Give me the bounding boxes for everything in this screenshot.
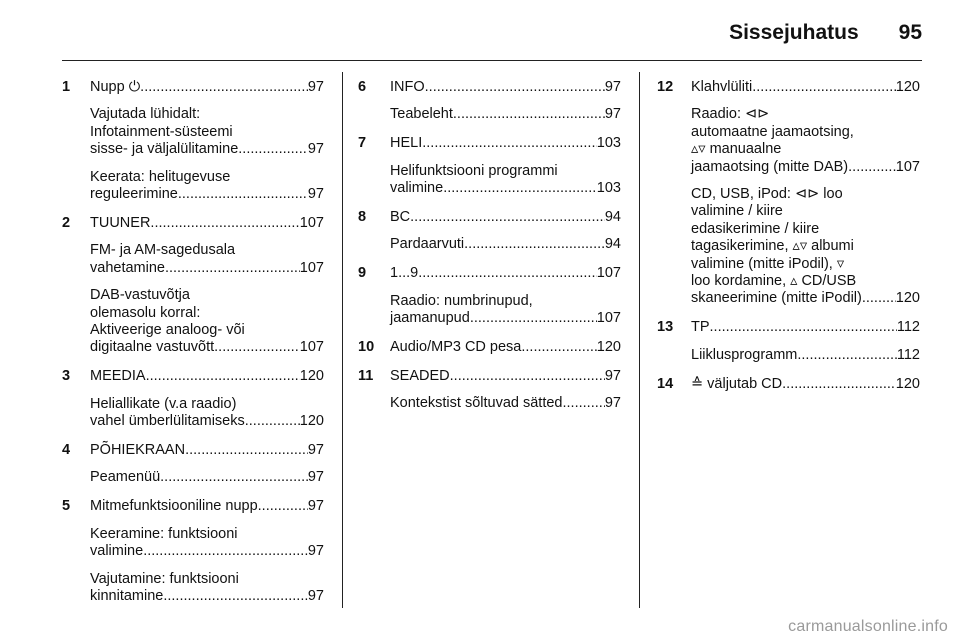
line-text: kinnitamine bbox=[90, 587, 164, 604]
index-line-with-page bbox=[90, 339, 324, 356]
line-text: Peamenüü bbox=[90, 469, 161, 486]
index-line-with-page bbox=[691, 347, 920, 364]
page-ref: 94 bbox=[604, 209, 621, 226]
page-ref: 120 bbox=[895, 375, 920, 392]
legend-entry-10 bbox=[358, 339, 621, 356]
index-line-with-page bbox=[90, 186, 324, 203]
line-text: SEADED bbox=[390, 367, 450, 384]
index-line-with-page bbox=[390, 265, 621, 282]
page-ref: 107 bbox=[299, 259, 324, 276]
line-text: valimine / kiire bbox=[691, 203, 783, 220]
index-line-with-page bbox=[390, 236, 621, 253]
page-ref: 120 bbox=[895, 290, 920, 307]
legend-body bbox=[390, 209, 621, 254]
header-rule bbox=[62, 60, 922, 61]
dot-leader bbox=[862, 290, 896, 307]
dot-leader bbox=[163, 588, 308, 605]
dot-leader bbox=[563, 395, 605, 412]
line-text: Aktiveerige analoog- või bbox=[90, 321, 245, 338]
index-line-with-page bbox=[90, 498, 324, 515]
legend-body bbox=[390, 368, 621, 413]
line-text: Keeramine: funktsiooni bbox=[90, 525, 238, 542]
index-line-with-page bbox=[691, 290, 920, 307]
line-text: edasikerimine / kiire bbox=[691, 220, 820, 237]
legend-entry-12 bbox=[657, 79, 920, 308]
index-line-with-page bbox=[691, 79, 920, 96]
column-2 bbox=[358, 79, 621, 424]
legend-body bbox=[390, 265, 621, 327]
dot-leader bbox=[245, 413, 300, 430]
dot-leader bbox=[185, 442, 308, 459]
dot-leader bbox=[521, 339, 596, 356]
line-text: CD, USB, iPod: ⊲⊳ loo bbox=[691, 186, 843, 203]
legend-entry-5 bbox=[62, 498, 324, 605]
legend-description bbox=[90, 287, 324, 357]
line-text: reguleerimine bbox=[90, 186, 178, 203]
page-header bbox=[62, 18, 922, 48]
legend-entry-8 bbox=[358, 209, 621, 254]
index-line-with-page bbox=[390, 395, 621, 412]
legend-number: 5 bbox=[62, 498, 71, 515]
page-ref: 97 bbox=[307, 442, 324, 458]
index-line bbox=[691, 106, 920, 123]
dot-leader bbox=[146, 368, 300, 385]
line-text: FM- ja AM-sagedusala bbox=[90, 242, 236, 259]
index-line-with-page bbox=[390, 368, 621, 385]
page-ref: 97 bbox=[307, 587, 324, 604]
legend-number: 11 bbox=[358, 367, 374, 384]
dot-leader bbox=[450, 368, 605, 385]
page-ref: 112 bbox=[896, 346, 920, 363]
index-line bbox=[90, 305, 324, 322]
dot-leader bbox=[238, 141, 308, 158]
legend-body bbox=[90, 79, 324, 203]
index-line bbox=[90, 526, 324, 543]
legend-description bbox=[90, 396, 324, 431]
legend-description bbox=[90, 169, 324, 204]
index-line bbox=[90, 242, 324, 259]
page-ref: 97 bbox=[307, 79, 324, 95]
line-text: ≙ väljutab CD bbox=[691, 375, 783, 392]
line-text: 1...9 bbox=[390, 265, 419, 282]
line-text: Vajutada lühidalt: bbox=[90, 106, 201, 123]
legend-entry-2 bbox=[62, 215, 324, 357]
dot-leader bbox=[797, 347, 897, 364]
page-ref: 97 bbox=[307, 141, 324, 158]
index-line-with-page bbox=[90, 588, 324, 605]
column-3 bbox=[657, 79, 920, 405]
index-line bbox=[691, 221, 920, 238]
legend-description bbox=[90, 526, 324, 561]
column-divider-2 bbox=[639, 72, 640, 608]
line-text: loo kordamine, ▵ CD/USB bbox=[691, 273, 857, 290]
legend-number: 6 bbox=[358, 79, 367, 95]
legend-number: 14 bbox=[657, 375, 674, 392]
legend-entry-7 bbox=[358, 135, 621, 197]
line-text: olemasolu korral: bbox=[90, 304, 201, 321]
line-text: Klahvlüliti bbox=[691, 79, 753, 95]
line-text: MEEDIA bbox=[90, 368, 146, 385]
legend-description bbox=[691, 347, 920, 364]
page-ref: 120 bbox=[299, 368, 324, 385]
index-line bbox=[691, 203, 920, 220]
index-line-with-page bbox=[90, 79, 324, 96]
index-line-with-page bbox=[691, 159, 920, 176]
dot-leader bbox=[752, 79, 896, 96]
dot-leader bbox=[410, 209, 605, 226]
index-line bbox=[90, 169, 324, 186]
legend-description bbox=[691, 106, 920, 176]
legend-entry-13 bbox=[657, 319, 920, 364]
line-text: Nupp ⏻ bbox=[90, 79, 141, 95]
legend-body bbox=[390, 339, 621, 356]
dot-leader bbox=[464, 236, 605, 253]
line-text: automaatne jaamaotsing, bbox=[691, 123, 854, 140]
legend-description bbox=[390, 293, 621, 328]
index-line-with-page bbox=[90, 260, 324, 277]
legend-body bbox=[90, 368, 324, 430]
dot-leader bbox=[150, 215, 299, 232]
index-line-with-page bbox=[90, 442, 324, 459]
index-line-with-page bbox=[90, 368, 324, 385]
dot-leader bbox=[165, 260, 300, 277]
index-line bbox=[390, 293, 621, 310]
page-ref: 97 bbox=[604, 367, 621, 384]
legend-description bbox=[90, 571, 324, 606]
page-ref: 97 bbox=[604, 79, 621, 95]
dot-leader bbox=[848, 159, 896, 176]
line-text: valimine (mitte iPodil), ▿ bbox=[691, 255, 845, 272]
index-line bbox=[691, 273, 920, 290]
line-text: Pardaarvuti bbox=[390, 236, 465, 253]
page-ref: 97 bbox=[604, 395, 621, 412]
legend-body bbox=[90, 498, 324, 605]
line-text: sisse- ja väljalülitamine bbox=[90, 141, 239, 158]
legend-entry-9 bbox=[358, 265, 621, 327]
legend-body bbox=[691, 376, 920, 393]
page-number: 95 bbox=[898, 21, 922, 44]
legend-body bbox=[390, 135, 621, 197]
watermark: carmanualsonline.info bbox=[788, 618, 948, 635]
legend-entry-11 bbox=[358, 368, 621, 413]
legend-description bbox=[390, 163, 621, 198]
index-line-with-page bbox=[691, 376, 920, 393]
legend-body bbox=[390, 79, 621, 124]
line-text: Raadio: numbrinupud, bbox=[390, 292, 533, 309]
dot-leader bbox=[470, 310, 597, 327]
dot-leader bbox=[214, 339, 300, 356]
line-text: Vajutamine: funktsiooni bbox=[90, 570, 239, 587]
index-line-with-page bbox=[390, 106, 621, 123]
line-text: Raadio: ⊲⊳ bbox=[691, 106, 770, 123]
index-line-with-page bbox=[90, 543, 324, 560]
index-line bbox=[90, 571, 324, 588]
page-ref: 120 bbox=[596, 339, 621, 356]
legend-body bbox=[691, 319, 920, 364]
line-text: Infotainment-süsteemi bbox=[90, 123, 233, 140]
line-text: vahetamine bbox=[90, 259, 165, 276]
dot-leader bbox=[425, 79, 605, 96]
legend-entry-6 bbox=[358, 79, 621, 124]
legend-number: 10 bbox=[358, 339, 375, 356]
index-line bbox=[90, 287, 324, 304]
index-line-with-page bbox=[390, 79, 621, 96]
index-line bbox=[691, 141, 920, 158]
index-line bbox=[691, 256, 920, 273]
dot-leader bbox=[143, 543, 308, 560]
page-ref: 120 bbox=[895, 79, 920, 95]
dot-leader bbox=[443, 180, 597, 197]
line-text: INFO bbox=[390, 79, 425, 95]
line-text: TUUNER bbox=[90, 214, 151, 231]
legend-description bbox=[390, 236, 621, 253]
legend-number: 9 bbox=[358, 265, 367, 282]
legend-description bbox=[390, 395, 621, 412]
line-text: jaamanupud bbox=[390, 310, 470, 327]
page-ref: 107 bbox=[596, 265, 621, 282]
line-text: Liiklusprogramm bbox=[691, 346, 798, 363]
legend-entry-4 bbox=[62, 442, 324, 487]
line-text: jaamaotsing (mitte DAB) bbox=[691, 158, 849, 175]
legend-entry-14 bbox=[657, 376, 920, 393]
index-line-with-page bbox=[90, 413, 324, 430]
index-line bbox=[691, 238, 920, 255]
index-line bbox=[691, 124, 920, 141]
page-ref: 107 bbox=[596, 310, 621, 327]
dot-leader bbox=[710, 319, 897, 336]
page-ref: 97 bbox=[604, 106, 621, 123]
index-line bbox=[90, 322, 324, 339]
page-ref: 103 bbox=[596, 180, 621, 197]
page-ref: 112 bbox=[896, 319, 920, 336]
line-text: vahel ümberlülitamiseks bbox=[90, 413, 245, 430]
index-line-with-page bbox=[90, 141, 324, 158]
line-text: valimine bbox=[90, 543, 144, 560]
legend-body bbox=[90, 215, 324, 357]
legend-number: 1 bbox=[62, 79, 71, 95]
dot-leader bbox=[453, 106, 605, 123]
page-ref: 94 bbox=[604, 236, 621, 253]
dot-leader bbox=[258, 498, 308, 515]
line-text: Mitmefunktsiooniline nupp bbox=[90, 498, 258, 515]
line-text: TP bbox=[691, 319, 710, 336]
dot-leader bbox=[160, 469, 308, 486]
page-title: Sissejuhatus bbox=[729, 21, 859, 44]
dot-leader bbox=[782, 376, 896, 393]
index-line-with-page bbox=[390, 339, 621, 356]
index-line-with-page bbox=[90, 215, 324, 232]
line-text: Heliallikate (v.a raadio) bbox=[90, 395, 237, 412]
legend-description bbox=[691, 186, 920, 308]
dot-leader bbox=[418, 265, 597, 282]
line-text: Teabeleht bbox=[390, 106, 453, 123]
page-ref: 107 bbox=[299, 339, 324, 356]
page-ref: 103 bbox=[596, 135, 621, 152]
index-line bbox=[90, 124, 324, 141]
column-1 bbox=[62, 79, 324, 617]
legend-description bbox=[390, 106, 621, 123]
legend-description bbox=[90, 469, 324, 486]
index-line bbox=[390, 163, 621, 180]
line-text: PÕHIEKRAAN bbox=[90, 442, 186, 458]
index-line bbox=[90, 396, 324, 413]
line-text: HELI bbox=[390, 135, 423, 152]
index-line bbox=[90, 106, 324, 123]
line-text: ▵▿ manuaalne bbox=[691, 141, 782, 158]
line-text: valimine bbox=[390, 180, 444, 197]
index-line-with-page bbox=[90, 469, 324, 486]
legend-description bbox=[90, 242, 324, 277]
legend-number: 7 bbox=[358, 135, 367, 152]
page-ref: 107 bbox=[895, 158, 920, 175]
index-line-with-page bbox=[390, 135, 621, 152]
line-text: tagasikerimine, ▵▿ albumi bbox=[691, 238, 854, 255]
line-text: skaneerimine (mitte iPodil) bbox=[691, 290, 862, 307]
dot-leader bbox=[178, 186, 308, 203]
legend-entry-1 bbox=[62, 79, 324, 203]
index-line-with-page bbox=[691, 319, 920, 336]
index-line-with-page bbox=[390, 209, 621, 226]
legend-number: 3 bbox=[62, 368, 71, 385]
legend-description bbox=[90, 106, 324, 158]
dot-leader bbox=[422, 135, 597, 152]
dot-leader bbox=[140, 79, 308, 96]
legend-number: 8 bbox=[358, 209, 367, 226]
legend-number: 13 bbox=[657, 319, 674, 336]
index-line bbox=[691, 186, 920, 203]
legend-entry-3 bbox=[62, 368, 324, 430]
line-text: BC bbox=[390, 209, 411, 226]
line-text: Keerata: helitugevuse bbox=[90, 168, 231, 185]
column-divider-1 bbox=[342, 72, 343, 608]
page-ref: 97 bbox=[307, 543, 324, 560]
index-line-with-page bbox=[390, 310, 621, 327]
legend-number: 4 bbox=[62, 442, 71, 458]
page-ref: 107 bbox=[299, 214, 324, 231]
page-ref: 97 bbox=[307, 498, 324, 515]
page-ref: 97 bbox=[307, 186, 324, 203]
legend-number: 2 bbox=[62, 214, 71, 231]
line-text: Kontekstist sõltuvad sätted bbox=[390, 395, 563, 412]
line-text: Helifunktsiooni programmi bbox=[390, 162, 558, 179]
line-text: digitaalne vastuvõtt bbox=[90, 339, 215, 356]
legend-number: 12 bbox=[657, 79, 674, 95]
legend-body bbox=[90, 442, 324, 487]
line-text: DAB-vastuvõtja bbox=[90, 287, 190, 304]
legend-body bbox=[691, 79, 920, 308]
page-ref: 97 bbox=[307, 469, 324, 486]
line-text: Audio/MP3 CD pesa bbox=[390, 339, 522, 356]
page-ref: 120 bbox=[299, 413, 324, 430]
index-line-with-page bbox=[390, 180, 621, 197]
